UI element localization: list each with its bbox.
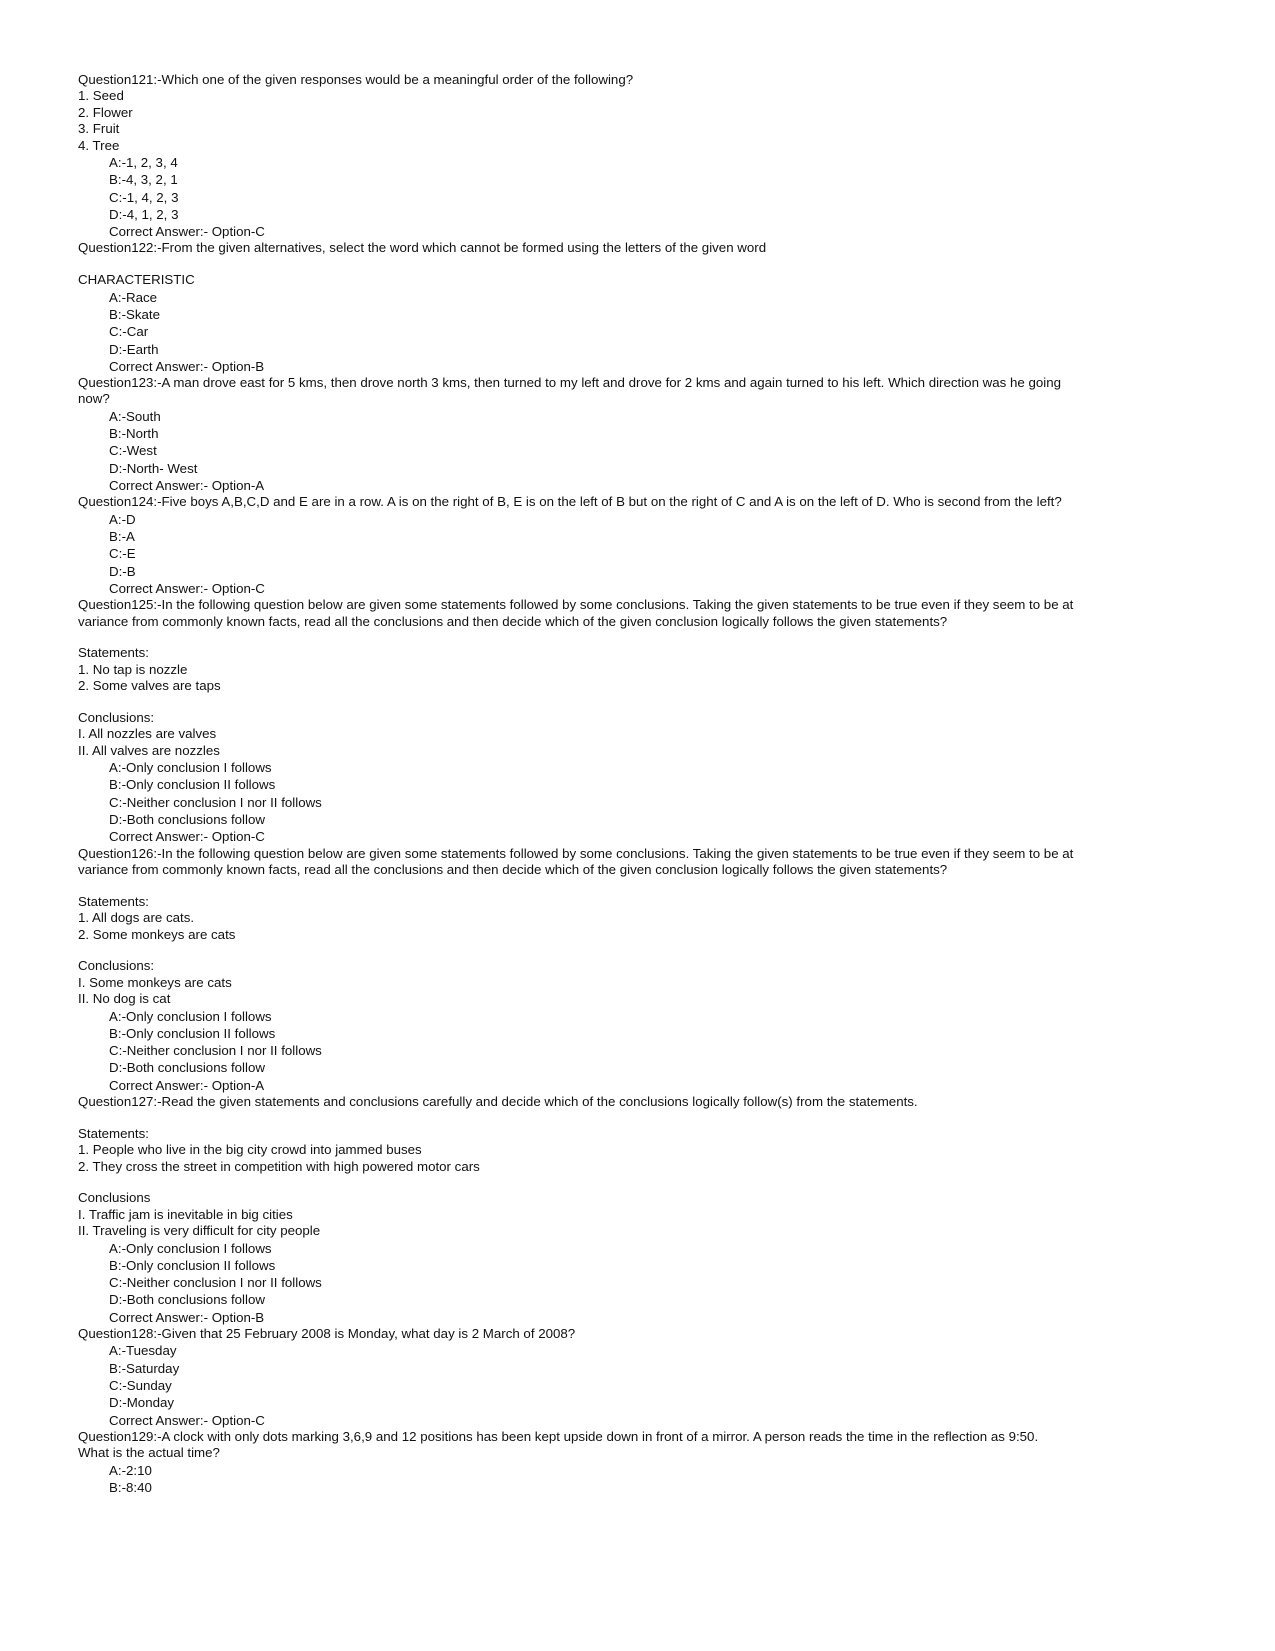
question-line: 1. People who live in the big city crowd into jammed buses [78,1142,422,1158]
question-line: variance from commonly known facts, read all the conclusions and then decide which of the given conclusion logically follows the given statements? [78,613,948,629]
correct-answer: Correct Answer:- Option-C [109,1412,265,1428]
question-line: II. All valves are nozzles [78,742,220,758]
answer-option: B:-8:40 [109,1479,152,1495]
question-block [78,375,1198,494]
answer-option: A:-Tuesday [109,1343,177,1359]
question-text: Question127:-Read the given statements and conclusions carefully and decide which of the conclusions logically follow(s) from the statements. [78,1094,918,1110]
answer-option: C:-1, 4, 2, 3 [109,189,179,205]
question-line: 1. All dogs are cats. [78,910,195,926]
question-block [78,72,1198,240]
question-line: I. All nozzles are valves [78,726,217,742]
answer-option: C:-Neither conclusion I nor II follows [109,1275,322,1291]
question-text: Question124:-Five boys A,B,C,D and E are in a row. A is on the right of B, E is on the left of B but on the right of C and A is on the left of D. Who is second from the left? [78,494,1062,510]
question-line: 2. Some valves are taps [78,678,221,694]
question-line: I. Some monkeys are cats [78,974,232,990]
question-line: Conclusions [78,1190,151,1206]
question-line: II. No dog is cat [78,991,171,1007]
correct-answer: Correct Answer:- Option-C [109,829,265,845]
answer-option: D:-B [109,563,136,579]
answer-option: B:-A [109,529,135,545]
question-line: Statements: [78,893,149,909]
question-block [78,846,1198,1094]
answer-option: D:-Both conclusions follow [109,1060,265,1076]
answer-option: A:-D [109,511,136,527]
blank-line [78,878,1198,893]
question-line: Statements: [78,645,149,661]
question-block [78,597,1198,845]
answer-option: C:-Neither conclusion I nor II follows [109,1043,322,1059]
blank-line [78,1175,1198,1190]
question-line: Conclusions: [78,958,155,974]
correct-answer: Correct Answer:- Option-C [109,580,265,596]
answer-option: B:-North [109,426,159,442]
answer-option: B:-Only conclusion II follows [109,1025,276,1041]
question-block [78,1429,1198,1496]
answer-option: D:-Both conclusions follow [109,1292,265,1308]
question-line: II. Traveling is very difficult for city people [78,1223,321,1239]
question-line: 1. Seed [78,88,124,104]
question-block [78,1326,1198,1429]
answer-option: B:-Only conclusion II follows [109,777,276,793]
blank-line [78,695,1198,710]
answer-option: A:-Only conclusion I follows [109,1008,272,1024]
blank-line [78,1110,1198,1125]
question-line: 4. Tree [78,137,120,153]
question-line: Statements: [78,1125,149,1141]
blank-line [78,630,1198,645]
answer-option: A:-Only conclusion I follows [109,760,272,776]
question-block [78,1094,1198,1326]
answer-option: D:-North- West [109,460,198,476]
answer-option: D:-Earth [109,341,159,357]
answer-option: A:-2:10 [109,1462,152,1478]
question-line: Conclusions: [78,709,155,725]
answer-option: C:-Car [109,324,149,340]
question-block [78,494,1198,597]
correct-answer: Correct Answer:- Option-B [109,1309,265,1325]
answer-option: C:-Neither conclusion I nor II follows [109,794,322,810]
answer-option: A:-Only conclusion I follows [109,1240,272,1256]
answer-option: D:-Monday [109,1395,175,1411]
correct-answer: Correct Answer:- Option-A [109,1077,265,1093]
correct-answer: Correct Answer:- Option-C [109,224,265,240]
blank-line [78,257,1198,272]
question-line: 2. They cross the street in competition with high powered motor cars [78,1158,480,1174]
answer-option: A:-1, 2, 3, 4 [109,154,178,170]
question-text: Question121:-Which one of the given responses would be a meaningful order of the following? [78,72,634,87]
answer-option: B:-Saturday [109,1360,180,1376]
question-line: variance from commonly known facts, read all the conclusions and then decide which of the given conclusion logically follows the given statements? [78,862,948,878]
answer-option: B:-Skate [109,306,160,322]
question-text: Question129:-A clock with only dots marking 3,6,9 and 12 positions has been kept upside down in front of a mirror. A person reads the time in the reflection as 9:50. [78,1428,1039,1444]
question-line: 1. No tap is nozzle [78,661,188,677]
question-line: 2. Some monkeys are cats [78,926,236,942]
question-line: I. Traffic jam is inevitable in big cities [78,1206,293,1222]
question-text: Question123:-A man drove east for 5 kms, then drove north 3 kms, then turned to my left and drove for 2 kms and again turned to his left. Which direction was he going [78,375,1062,391]
question-line: 3. Fruit [78,121,120,137]
question-block [78,240,1198,375]
answer-option: B:-Only conclusion II follows [109,1257,276,1273]
question-line: now? [78,391,110,407]
answer-option: A:-Race [109,289,158,305]
question-text: Question128:-Given that 25 February 2008 is Monday, what day is 2 March of 2008? [78,1326,576,1342]
blank-line [78,943,1198,958]
question-text: Question126:-In the following question below are given some statements followed by some conclusions. Taking the given statements to be true even if they seem to be at [78,845,1074,861]
answer-option: C:-E [109,546,136,562]
question-line: 2. Flower [78,104,133,120]
answer-option: B:-4, 3, 2, 1 [109,172,178,188]
answer-option: A:-South [109,408,161,424]
question-line: CHARACTERISTIC [78,272,195,288]
answer-option: C:-Sunday [109,1378,172,1393]
answer-option: C:-West [109,443,157,459]
question-line: What is the actual time? [78,1445,220,1461]
answer-option: D:-4, 1, 2, 3 [109,206,179,222]
question-text: Question125:-In the following question below are given some statements followed by some conclusions. Taking the given statements to be true even if they seem to be at [78,597,1074,613]
correct-answer: Correct Answer:- Option-A [109,478,265,494]
document-page [78,72,1198,1496]
correct-answer: Correct Answer:- Option-B [109,358,265,374]
answer-option: D:-Both conclusions follow [109,812,265,828]
question-text: Question122:-From the given alternatives, select the word which cannot be formed using the letters of the given word [78,240,767,256]
